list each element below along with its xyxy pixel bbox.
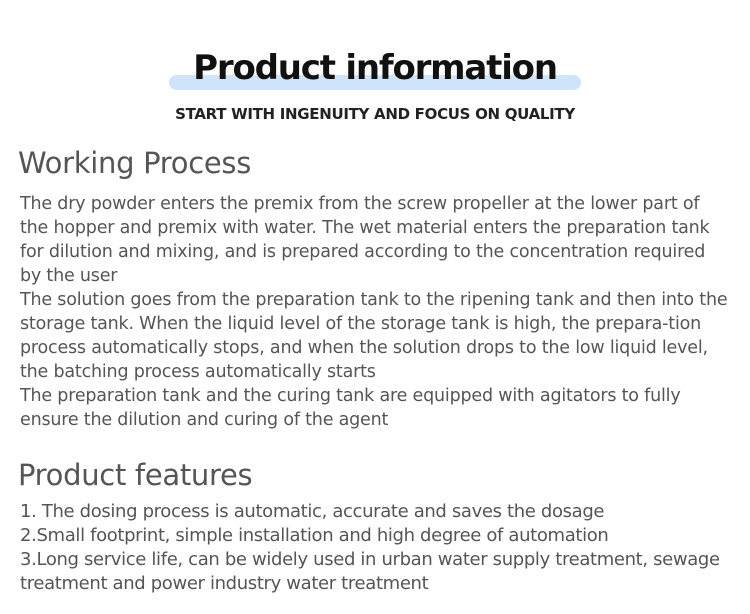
product-features-heading: Product features: [18, 458, 253, 492]
page-subtitle: START WITH INGENUITY AND FOCUS ON QUALITY: [175, 105, 575, 123]
working-process-paragraph: The solution goes from the preparation tank to the ripening tank and then into the storage tank. When the liquid level of the storage tank is high, the prepara-tion process automatically stops, and when the solution drops to the low liquid level, the batching process automatically starts: [20, 290, 728, 382]
page-header: [0, 44, 750, 92]
working-process-paragraph: The preparation tank and the curing tank are equipped with agitators to fully ensure the dilution and curing of the agent: [20, 386, 681, 430]
page-title: Product information: [193, 48, 557, 88]
title-wrap: [169, 44, 581, 92]
working-process-body: [20, 192, 730, 432]
working-process-paragraph: The dry powder enters the premix from the screw propeller at the lower part of the hopper and premix with water. The wet material enters the preparation tank for dilution and mixing, and is prepared according to the concentration required by the user: [20, 194, 710, 286]
feature-item: 3.Long service life, can be widely used in urban water supply treatment, sewage treatment and power industry water treatment: [20, 549, 720, 594]
feature-item: 1. The dosing process is automatic, accurate and saves the dosage: [20, 501, 605, 522]
feature-item: 2.Small footprint, simple installation and high degree of automation: [20, 525, 609, 546]
product-features-body: [20, 500, 730, 596]
working-process-heading: Working Process: [18, 146, 252, 180]
